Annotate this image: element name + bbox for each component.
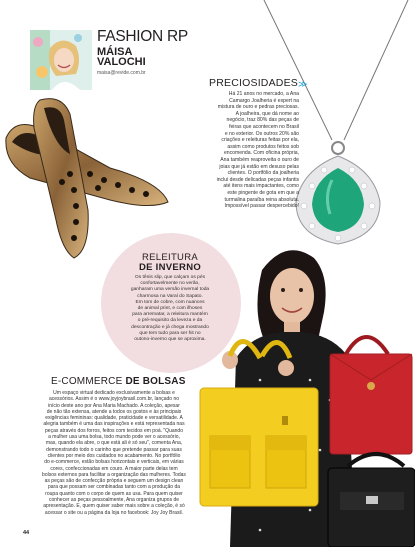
- releitura-heading-line1: RELEITURA: [141, 252, 199, 263]
- text-line: de animal print, e com ilhoses: [137, 306, 203, 312]
- page-number: 44: [23, 530, 30, 536]
- text-line: a mulher usa uma bolsa, todo mundo pode ver o acessório,: [48, 434, 180, 441]
- author-last-name: VALOCHI: [97, 56, 146, 68]
- text-line: conhecer as peças pessoalmente, Ana organiza grupos de: [48, 497, 180, 504]
- text-line: criações e releituras feitas por ela,: [221, 137, 299, 144]
- text-line: este pingente de gota em que a: [227, 189, 299, 196]
- author-name: [97, 47, 177, 67]
- text-line: início deste ano por Ana Maria Machado. A coleção, apesar: [48, 402, 180, 409]
- text-line: descontração e já chega mostrando: [131, 324, 209, 330]
- text-line: e no exterior. Os outros 20% são: [224, 130, 299, 137]
- author-first-name: MÁISA: [97, 46, 133, 58]
- text-line: inclui desde delicadas peças infantis: [216, 176, 299, 183]
- text-line: acessórios. Assim é o www.joyjoybrasil.com.br, lançado no: [48, 396, 180, 403]
- text-line: apresentação. E, quem quiser saber mais sobre a coleção, é só: [43, 503, 185, 510]
- text-line: Um espaço virtual dedicado exclusivamente a bolsas e: [53, 390, 175, 396]
- ecommerce-heading-bold: DE BOLSAS: [125, 376, 186, 387]
- text-line: assim como produtos feitos sob: [227, 143, 299, 150]
- text-line: ganharam uma versão invernal toda: [130, 287, 210, 293]
- text-line: feiras que acontecem no Brasil: [229, 123, 299, 130]
- text-line: confortavelmente no verão,: [140, 281, 200, 287]
- text-line: exigências femininas: qualidade, praticidade e versatilidade. A: [45, 415, 183, 422]
- text-line: A joalheira, que dá nome ao: [235, 110, 299, 117]
- text-line: demonstrando todo o carinho que pretende passar para suas: [46, 446, 182, 453]
- woman-with-bags-photo: [190, 230, 415, 547]
- text-line: acessar o site ou a página da loja no facebook: Joy Joy Brasil.: [44, 509, 184, 516]
- text-line: clientes por meio dos cuidados no acabamento. No portfólio: [47, 452, 181, 459]
- text-line: peças através dos forros, feitos com tecidos em poá. "Quando: [45, 427, 183, 434]
- text-line: Os tênis slip, que calçam os pés: [134, 275, 206, 280]
- text-line: charmosa na Varal do Sapato.: [137, 293, 203, 299]
- text-line: para arrematar, a releitura mantém: [132, 312, 208, 318]
- author-email: maisa@revide.com.br: [97, 70, 146, 76]
- text-line: Há 21 anos no mercado, a Ana: [228, 91, 299, 97]
- text-line: Impossível passar despercebido!: [224, 203, 299, 210]
- preciosidades-heading: PRECIOSIDADES: [209, 77, 298, 89]
- text-line: que tem tudo para ser hit no: [139, 330, 201, 336]
- text-line: mas, quando ela abre, o que está ali é só seu", comenta Ana,: [45, 440, 183, 447]
- ecommerce-heading-light: E-COMMERCE: [51, 376, 123, 387]
- text-line: Camargo Joalheria é expert na: [229, 97, 299, 104]
- releitura-heading-line2: DE INVERNO: [138, 262, 202, 273]
- text-line: encomenda. Com oficina própria,: [223, 150, 299, 157]
- text-line: Ana também reaproveita o ouro de: [220, 156, 299, 163]
- ecommerce-heading: [51, 377, 186, 387]
- text-line: o pré-requisito da leveza e da: [137, 318, 203, 324]
- text-line: para que possam ser combinadas tanto com a produção da: [47, 484, 181, 491]
- text-line: turmalina paraíba reina absoluta.: [224, 196, 299, 203]
- text-line: as peças são de confecção própria e seguem um design clean: [44, 478, 184, 485]
- text-line: roupa quanto com o corpo de quem as usa. Para quem quiser: [45, 490, 183, 497]
- author-photo: [30, 30, 92, 90]
- text-line: do e-commerce, estão bolsas horizontais e verticais, em várias: [44, 459, 184, 466]
- text-line: de não tão extensa, atende a todos os gostos e às principais: [46, 408, 182, 415]
- double-chevron-icon: ≫: [298, 79, 308, 89]
- preciosidades-text: [200, 91, 299, 210]
- text-line: mistura de ouro e pedras preciosas.: [217, 104, 299, 111]
- column-title: FASHION RP: [97, 28, 188, 45]
- ecommerce-text: [24, 390, 204, 516]
- text-line: cores, confeccionadas em couro. A maior parte delas tem: [50, 465, 178, 472]
- text-line: bolsos externos para facilitar a organização das mulheres. Todas: [42, 471, 186, 478]
- text-line: clientes. O portfólio da joalheria: [227, 170, 299, 177]
- text-line: joias que já estão em desuso pelas: [219, 163, 299, 170]
- text-line: outono-inverno que se aproxima.: [134, 337, 206, 343]
- text-line: alegria também é uma das inspirações e está representada nas: [43, 421, 185, 428]
- text-line: Em tom de cobre, com nuances: [135, 299, 205, 305]
- text-line: negócio, traz 80% das peças de: [226, 117, 299, 124]
- text-line: até itens mais impactantes, como: [223, 183, 299, 190]
